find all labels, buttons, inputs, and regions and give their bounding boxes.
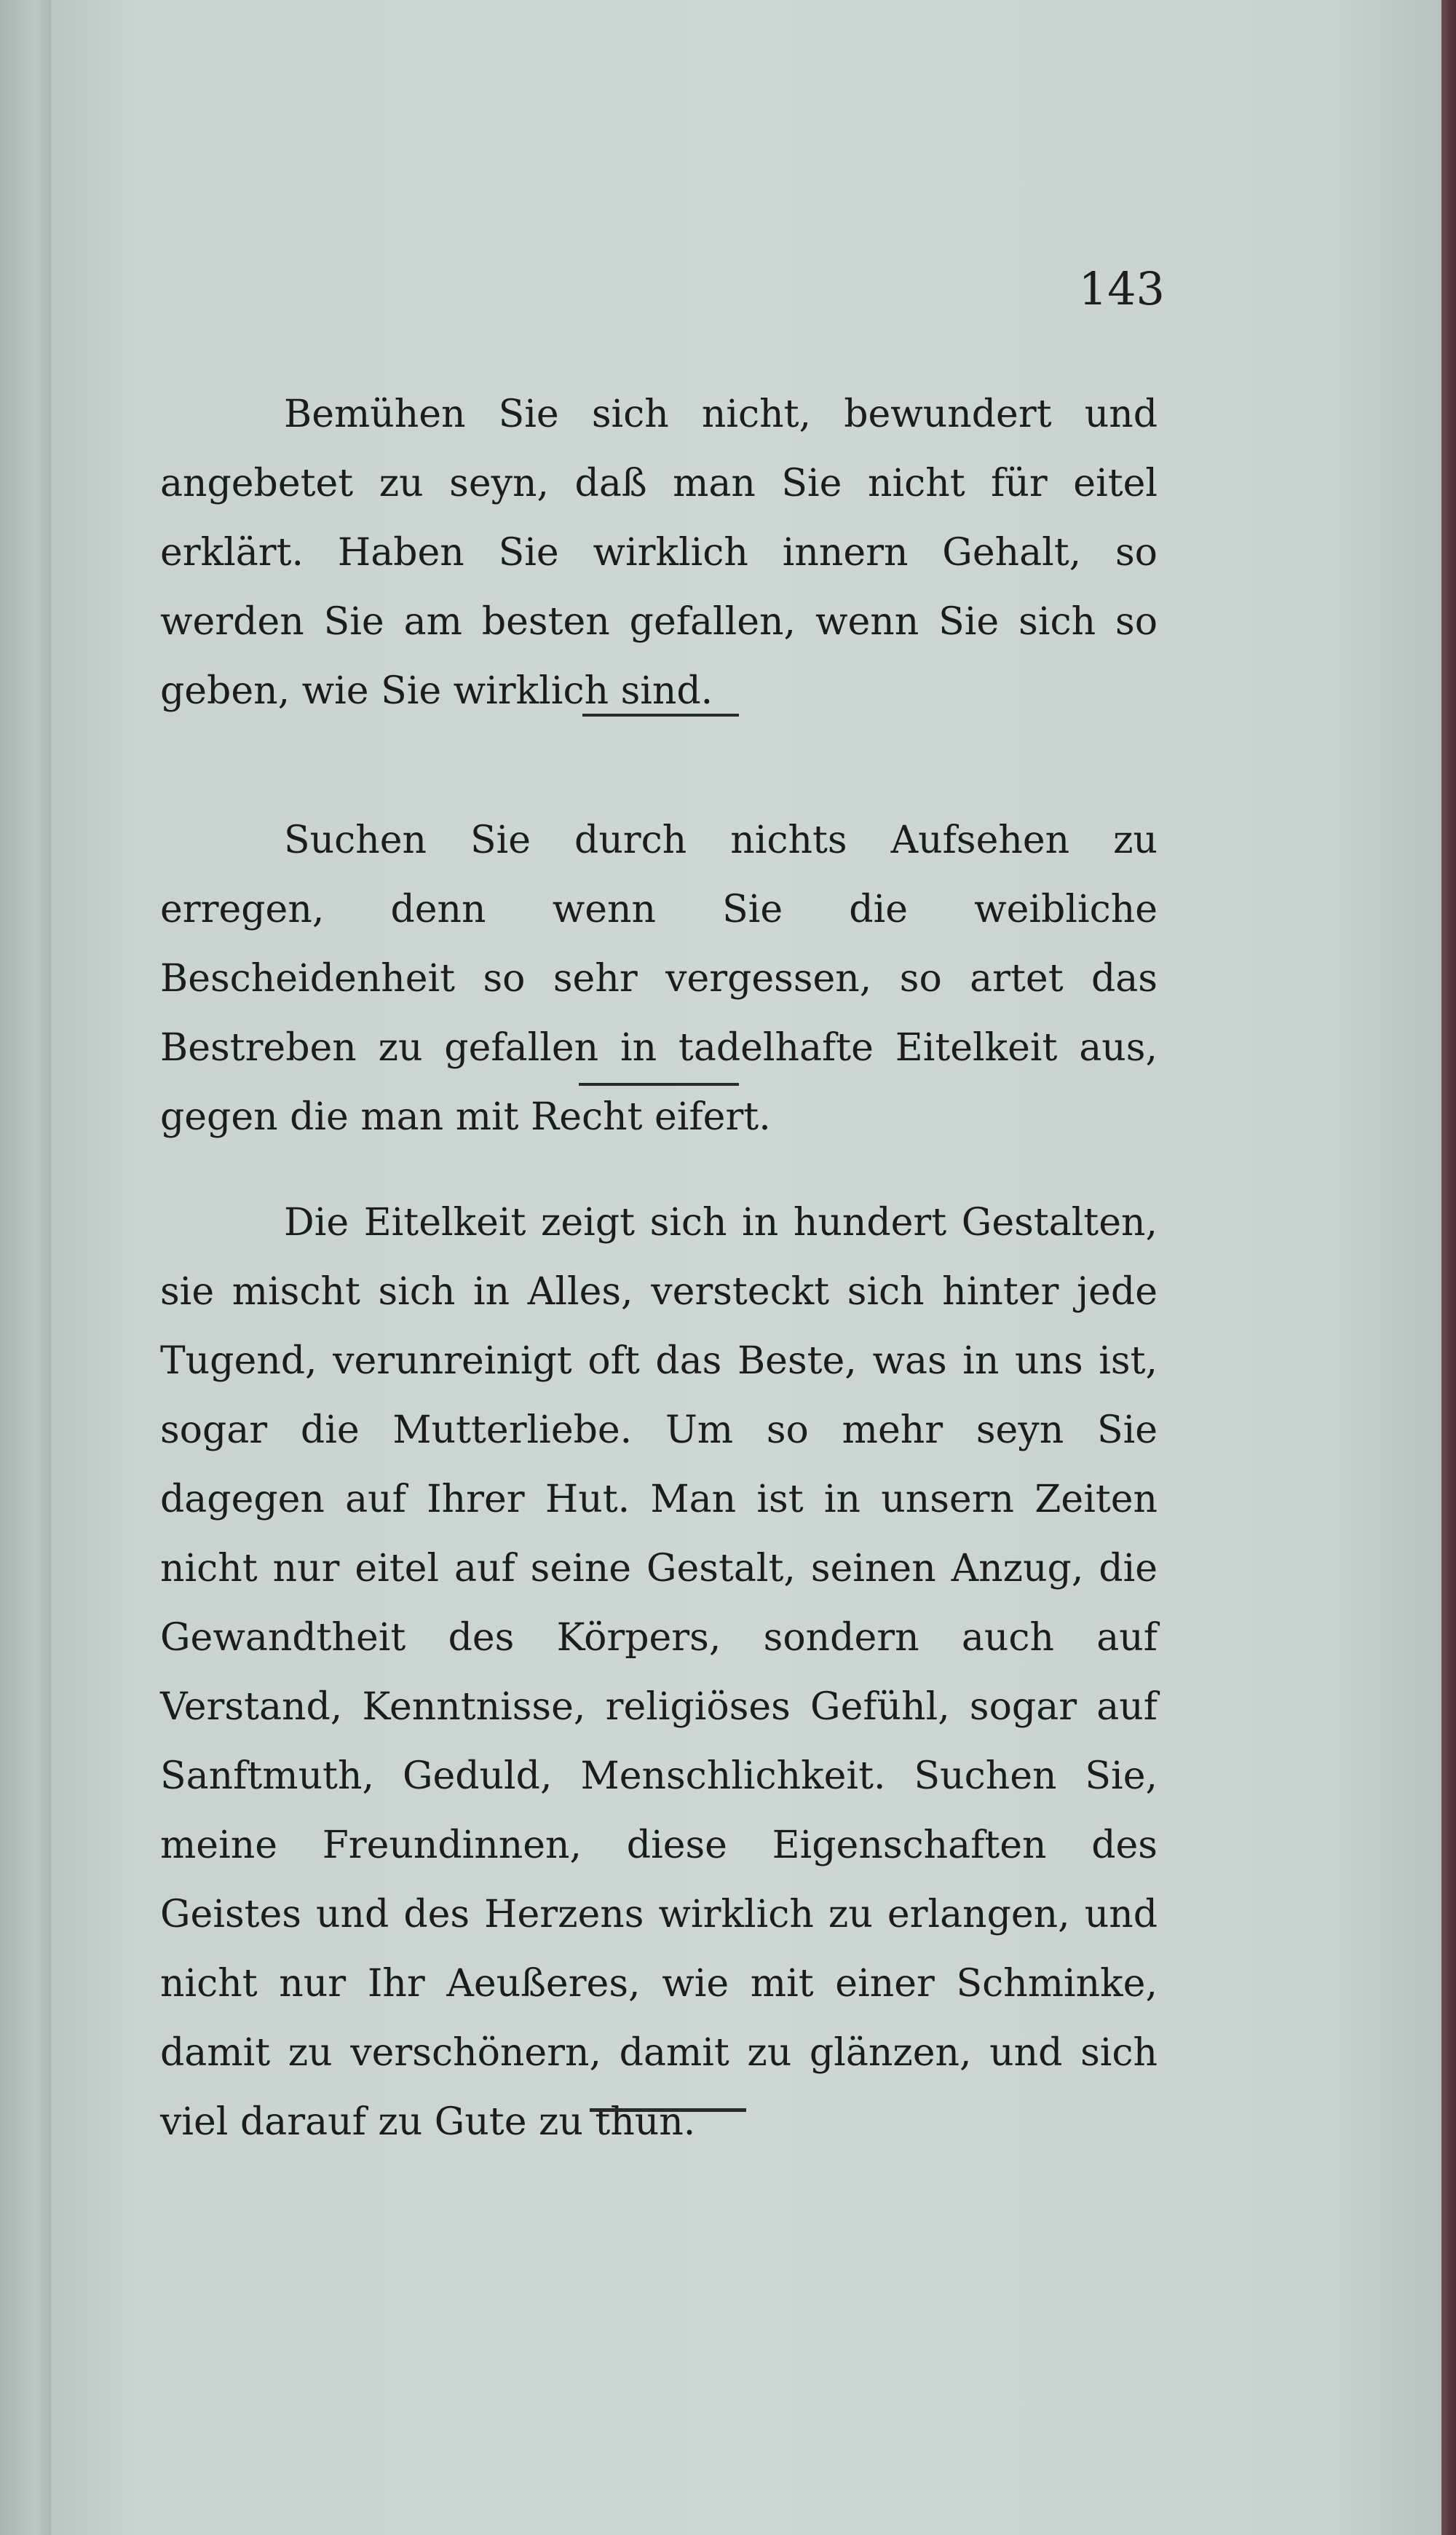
section-divider-2 (579, 1083, 739, 1086)
paragraph-1: Bemühen Sie sich nicht, bewundert und angebetet zu seyn, daß man Sie nicht für eitel erklärt. Haben Sie wirklich innern Gehalt, so werden Sie am besten gefallen, wenn Sie sich so geben, wie Sie wirklich sind. (160, 393, 1158, 713)
paragraph-2: Suchen Sie durch nichts Aufsehen zu erregen, denn wenn Sie die weibliche Bescheidenheit so sehr vergessen, so artet das Bestreben zu gefallen in tadelhafte Eitelkeit aus, gegen die man mit Recht eifert. (160, 819, 1158, 1139)
book-cover-edge (1441, 0, 1456, 2535)
facing-page-edge (0, 0, 51, 2535)
page-number: 143 (1078, 262, 1165, 315)
paragraph-3: Die Eitelkeit zeigt sich in hundert Gestalten, sie mischt sich in Alles, versteckt sich hinter jede Tugend, verunreinigt oft das Beste, was in uns ist, sogar die Mutterliebe. Um so mehr seyn Sie dagegen auf Ihrer Hut. Man ist in unsern Zeiten nicht nur eitel auf seine Gestalt, seinen Anzug, die Gewandtheit des Körpers, sondern auch auf Verstand, Kenntnisse, religiöses Gefühl, sogar auf Sanftmuth, Geduld, Menschlichkeit. Suchen Sie, meine Freundinnen, diese Eigenschaften des Geistes und des Herzens wirklich zu erlangen, und nicht nur Ihr Aeußeres, wie mit einer Schminke, damit zu verschönern, damit zu glänzen, und sich viel darauf zu Gute zu thun. (160, 1201, 1158, 2144)
section-divider-3 (590, 2108, 746, 2112)
section-divider-1 (582, 714, 739, 717)
